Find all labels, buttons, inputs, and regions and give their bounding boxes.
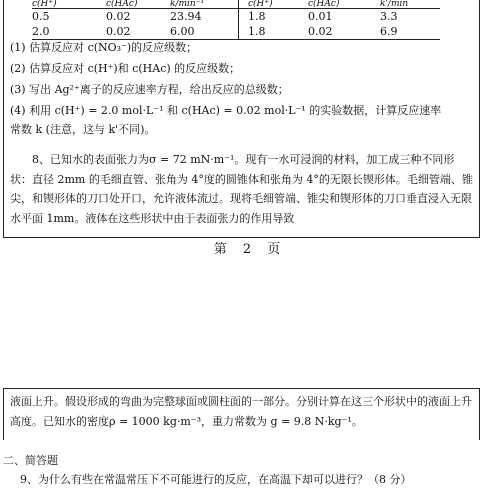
table-header-cell: k'/min (380, 0, 440, 9)
sub-question-4-continued: 常数 k (注意，这与 k'不同)。 (10, 123, 156, 136)
document-page-3 (0, 380, 500, 500)
sub-question-4: (4) 利用 c(H⁺) = 2.0 mol·L⁻¹ 和 c(HAc) = 0.02 mol·L⁻¹ 的实验数据，计算反应速率 (10, 104, 442, 117)
table-cell: 3.3 (380, 10, 398, 23)
sub-question-2: (2) 估算反应对 c(H⁺)和 c(HAc) 的反应级数； (10, 62, 241, 75)
table-cell: 0.5 (32, 10, 50, 23)
table-header-cell: c(HAc) (308, 0, 380, 9)
table-cell: 1.8 (248, 24, 308, 40)
question-8-continued-text: 液面上升。假设形成的弯曲为完整球面或圆柱面的一部分。分别计算在这三个形状中的液面上升高度。已知水的密度ρ = 1000 kg·m⁻³，重力常数为 g = 9.8 N·kg⁻¹。 (10, 395, 472, 428)
table-header-cell: c(HAc) (106, 0, 170, 9)
sub-question-1: (1) 估算反应对 c(NO₃⁻)的反应级数； (10, 41, 198, 54)
sub-question-3: (3) 写出 Ag²⁺离子的反应速率方程，给出反应的总级数； (10, 83, 289, 96)
table-header-cell: c(H⁺) (32, 0, 106, 9)
table-cell: 0.02 (106, 10, 131, 23)
table-header-row (32, 0, 440, 9)
table-cell: 6.9 (380, 24, 440, 40)
table-cell: 2.0 (32, 24, 106, 40)
table-row (32, 24, 440, 40)
table-header-cell: c(H⁺) (248, 0, 308, 9)
question-8-text: 8、已知水的表面张力为σ = 72 mN·m⁻¹。现有一水可浸润的材料，加工成三种不同形状：直径 2mm 的毛细直管、张角为 4°度的圆锥体和张角为 4°的无限长锲形体。毛细管端、锥尖，和锲形体的刀口处开口，允许液体流过。现将毛细管端、锥尖和锲形体的刀口垂直浸入无限水平面 1mm。液体在这些形状中由于表面张力的作用导致 (10, 153, 473, 225)
section-heading: 二、简答题 (3, 454, 58, 467)
page-gap (0, 258, 500, 380)
table-cell: 0.02 (308, 24, 380, 40)
table-cell: 23.94 (170, 9, 238, 25)
table-cell: 0.02 (106, 24, 170, 40)
table-row (32, 9, 440, 25)
table-cell: 1.8 (248, 10, 266, 23)
rate-data-table (32, 0, 440, 40)
table-cell: 0.01 (308, 10, 333, 23)
table-cell: 6.00 (170, 24, 238, 40)
question-9-text: 9、为什么有些在常温常压下不可能进行的反应，在高温下却可以进行？（8 分） (20, 473, 412, 486)
page-number: 第 2 页 (213, 242, 287, 257)
table-header-cell: k/min⁻¹ (170, 0, 238, 9)
